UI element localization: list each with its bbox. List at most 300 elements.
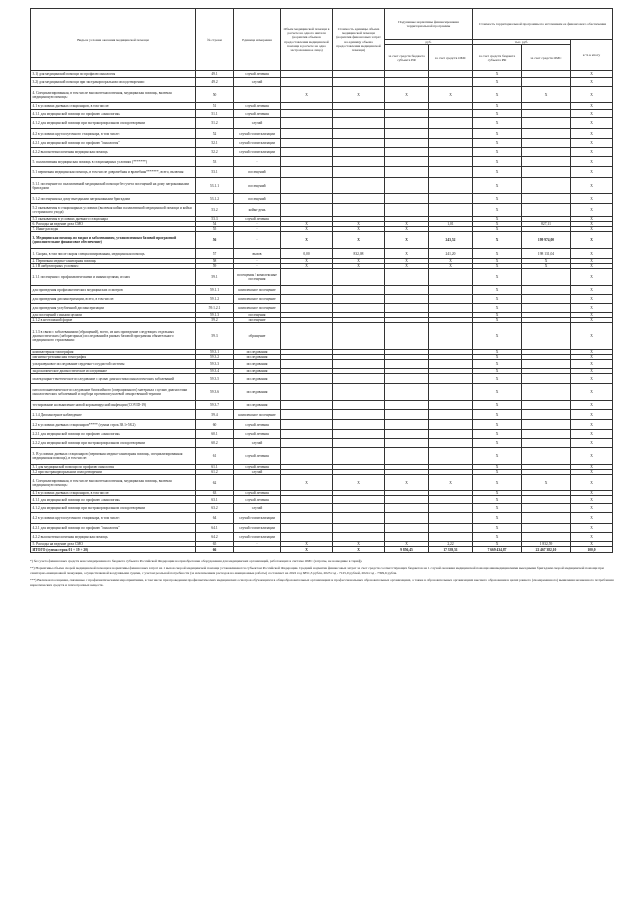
row-number: 53.1.2	[196, 194, 234, 204]
row-unit-cost	[333, 323, 385, 350]
row-total-budget: X	[473, 369, 522, 374]
row-number: 57	[196, 249, 234, 259]
row-unit-cost	[333, 374, 385, 384]
row-unit: случай лечения	[234, 465, 281, 470]
row-total-oms: X	[522, 259, 571, 264]
row-percent: X	[571, 350, 613, 355]
row-percent: X	[571, 318, 613, 323]
row-percent: X	[571, 178, 613, 194]
row-budget	[385, 304, 429, 313]
row-total-oms	[522, 148, 571, 157]
row-volume	[281, 496, 333, 504]
row-total-budget: X	[473, 420, 522, 430]
row-total-oms: 827,11	[522, 222, 571, 227]
row-name: 4.1.2 для медицинской помощи при экстракорпоральном оплодотворении	[31, 504, 196, 513]
row-oms	[429, 504, 473, 513]
row-percent: X	[571, 475, 613, 491]
row-budget	[385, 513, 429, 524]
row-total-budget: X	[473, 350, 522, 355]
row-percent: X	[571, 204, 613, 217]
row-unit: случай госпитализации	[234, 513, 281, 524]
header-row-number: № строки	[196, 9, 234, 71]
header-per-capita: Подушевые нормативы финансирования территориальной программы	[385, 9, 473, 40]
table-row	[31, 504, 613, 513]
table-body	[31, 71, 613, 553]
row-unit-cost	[333, 410, 385, 420]
row-unit: -	[234, 264, 281, 269]
row-volume: X	[281, 547, 333, 553]
row-volume	[281, 295, 333, 304]
row-name: 4.2 в условиях круглосуточного стационара, в том числе:	[31, 129, 196, 139]
row-oms	[429, 401, 473, 410]
row-name: 4.1.1 для медицинской помощи по профилю «онкология»	[31, 496, 196, 504]
row-budget	[385, 374, 429, 384]
footnote: *) без учета финансовых средств консолидированного бюджета субъекта Российской Федерации на приобретение оборудования для медицинских организаций, работающих в системе ОМС (затраты, не вошедшие в тариф).	[30, 559, 363, 563]
row-percent: X	[571, 194, 613, 204]
row-percent: X	[571, 470, 613, 475]
row-percent: X	[571, 217, 613, 222]
row-unit-cost	[333, 178, 385, 194]
row-unit-cost	[333, 533, 385, 542]
row-number: 59.3.7	[196, 401, 234, 410]
row-number: 65	[196, 542, 234, 547]
row-name: 2.1.1 посещения с профилактическими и иными целями, из них	[31, 269, 196, 286]
row-oms	[429, 524, 473, 533]
row-percent: X	[571, 401, 613, 410]
row-oms: X	[429, 264, 473, 269]
row-oms	[429, 110, 473, 118]
row-volume	[281, 384, 333, 401]
row-volume	[281, 118, 333, 129]
row-unit: случай	[234, 504, 281, 513]
row-oms	[429, 167, 473, 178]
row-number: 59.4	[196, 410, 234, 420]
row-unit-cost	[333, 269, 385, 286]
row-number: 53.1.1	[196, 178, 234, 194]
table-row	[31, 103, 613, 110]
row-total-budget: X	[473, 448, 522, 465]
header-unit: Единица измерения	[234, 9, 281, 71]
row-volume	[281, 286, 333, 295]
row-percent: X	[571, 249, 613, 259]
row-unit: койко-день	[234, 204, 281, 217]
row-oms	[429, 323, 473, 350]
row-volume: X	[281, 222, 333, 227]
row-unit-cost	[333, 448, 385, 465]
row-oms	[429, 496, 473, 504]
row-total-budget: X	[473, 465, 522, 470]
row-name: 3.1) для медицинской помощи по профилю онкология	[31, 71, 196, 78]
table-row	[31, 78, 613, 87]
table-row	[31, 430, 613, 439]
row-total-budget: X	[473, 355, 522, 360]
row-name: для посещений с иными целями	[31, 313, 196, 318]
row-unit-cost: 832,08	[333, 249, 385, 259]
row-volume	[281, 157, 333, 167]
table-row	[31, 139, 613, 148]
row-number: 53.1	[196, 167, 234, 178]
row-total-budget: X	[473, 470, 522, 475]
row-unit: посещения	[234, 313, 281, 318]
row-name: 4.2.1 для медицинской помощи по профилю "онкология"	[31, 139, 196, 148]
row-unit: комплексное посещение	[234, 286, 281, 295]
table-row	[31, 323, 613, 350]
row-volume	[281, 374, 333, 384]
row-name: 4.1.1 для медицинской помощи по профилю «онкология»	[31, 110, 196, 118]
table-row	[31, 360, 613, 369]
row-number: 59.3.4	[196, 369, 234, 374]
table-row	[31, 232, 613, 249]
row-total-budget: X	[473, 374, 522, 384]
row-budget	[385, 110, 429, 118]
table-row	[31, 204, 613, 217]
row-total-budget: X	[473, 157, 522, 167]
row-name: 4.2.1 для медицинской помощи по профилю "онкология"	[31, 524, 196, 533]
row-total-budget: X	[473, 129, 522, 139]
row-oms	[429, 178, 473, 194]
row-percent: X	[571, 103, 613, 110]
row-volume	[281, 401, 333, 410]
header-budget: за счет средств бюджета субъекта РФ	[385, 45, 429, 71]
row-number: 63.2	[196, 504, 234, 513]
row-volume	[281, 204, 333, 217]
row-budget: 9 856,45	[385, 547, 429, 553]
row-percent: X	[571, 78, 613, 87]
row-budget	[385, 496, 429, 504]
row-total-oms	[522, 410, 571, 420]
table-row	[31, 547, 613, 553]
row-total-oms	[522, 439, 571, 448]
table-row	[31, 475, 613, 491]
row-number: 59.1.2.1	[196, 304, 234, 313]
row-oms	[429, 269, 473, 286]
row-unit: случай госпитализации	[234, 129, 281, 139]
table-row	[31, 286, 613, 295]
row-oms	[429, 71, 473, 78]
row-budget	[385, 420, 429, 430]
row-total-budget: X	[473, 110, 522, 118]
row-volume	[281, 269, 333, 286]
row-percent: X	[571, 542, 613, 547]
row-total-budget: X	[473, 542, 522, 547]
row-number: 53.3	[196, 217, 234, 222]
row-number: 49.1	[196, 71, 234, 78]
row-unit: случай лечения	[234, 110, 281, 118]
row-budget	[385, 269, 429, 286]
row-unit: исследования	[234, 355, 281, 360]
row-number: 51.2	[196, 118, 234, 129]
row-unit: -	[234, 157, 281, 167]
row-total-budget: X	[473, 439, 522, 448]
row-name: магнитно-резонансная томография	[31, 355, 196, 360]
row-unit: -	[234, 232, 281, 249]
row-total-oms	[522, 384, 571, 401]
footnote: ***) Включая посещения, связанные с профилактическими мероприятиями, в том числе при проведении профилактических медицинских осмотров обучающихся в общеобразовательных организациях и профессиональных образовательных организациях, а также в образовательных организациях высшего образования в целях раннего (своевременного) выявления незаконного потребления наркотических средств и психотропных веществ.	[30, 578, 614, 587]
row-total-budget: X	[473, 313, 522, 318]
row-number: 59.1.3	[196, 313, 234, 318]
row-unit: случай госпитализации	[234, 139, 281, 148]
row-percent: X	[571, 524, 613, 533]
row-volume	[281, 360, 333, 369]
table-row	[31, 249, 613, 259]
row-unit-cost: X	[333, 227, 385, 232]
row-total-budget: X	[473, 249, 522, 259]
row-budget	[385, 401, 429, 410]
row-budget	[385, 71, 429, 78]
row-number: 59.3.3	[196, 360, 234, 369]
row-oms	[429, 103, 473, 110]
row-total-oms	[522, 524, 571, 533]
row-name: компьютерная томография	[31, 350, 196, 355]
table-row	[31, 513, 613, 524]
row-total-budget: X	[473, 491, 522, 496]
row-percent: X	[571, 118, 613, 129]
row-number: 60.1	[196, 430, 234, 439]
row-total-budget: X	[473, 148, 522, 157]
row-total-budget: X	[473, 259, 522, 264]
row-unit-cost	[333, 148, 385, 157]
row-name: 3.2 при экстракорпоральном оплодотворении	[31, 470, 196, 475]
table-row	[31, 295, 613, 304]
table-row	[31, 87, 613, 103]
header-total-budget: за счет средств бюджета субъекта РФ	[473, 45, 522, 71]
row-budget	[385, 139, 429, 148]
row-unit-cost: X	[333, 259, 385, 264]
header-volume: Объем медицинской помощи в расчете на одного жителя (норматив объемов предоставления медицинской помощи в расчете на одно застрахованное лицо)	[281, 9, 333, 71]
row-number: 50	[196, 87, 234, 103]
row-unit: случай лечения	[234, 71, 281, 78]
row-unit-cost	[333, 439, 385, 448]
row-budget: X	[385, 227, 429, 232]
table-row	[31, 118, 613, 129]
row-volume	[281, 139, 333, 148]
row-unit-cost	[333, 384, 385, 401]
row-oms	[429, 139, 473, 148]
row-oms: 241,20	[429, 249, 473, 259]
row-budget: X	[385, 232, 429, 249]
row-total-oms	[522, 504, 571, 513]
row-name: 4. Специализированная, в том числе высокотехнологичная, медицинская помощь, включая медицинскую помощь:	[31, 87, 196, 103]
row-total-oms	[522, 139, 571, 148]
row-percent: X	[571, 157, 613, 167]
row-number: 59	[196, 264, 234, 269]
row-oms	[429, 430, 473, 439]
row-volume	[281, 524, 333, 533]
row-budget	[385, 295, 429, 304]
row-percent: X	[571, 430, 613, 439]
row-total-budget: X	[473, 178, 522, 194]
header-per-capita-unit: руб.	[385, 40, 473, 45]
row-number: 59.3.6	[196, 384, 234, 401]
row-volume	[281, 410, 333, 420]
row-unit: случай госпитализации	[234, 533, 281, 542]
header-total-unit: тыс. руб.	[473, 40, 571, 45]
row-name: молекулярно-генетическое исследование с целью диагностики онкологических заболеваний	[31, 374, 196, 384]
row-name: 4.1.2 для медицинской помощи при экстракорпоральном оплодотворении	[31, 118, 196, 129]
table-row	[31, 439, 613, 448]
table-row	[31, 178, 613, 194]
row-unit: исследования	[234, 374, 281, 384]
row-percent: X	[571, 222, 613, 227]
row-name: 1. Скорая, в том числе скорая специализированная, медицинская помощь	[31, 249, 196, 259]
row-name: 5.3 оказываемая в условиях дневного стационара	[31, 217, 196, 222]
row-unit: вызов	[234, 249, 281, 259]
row-number: 53	[196, 157, 234, 167]
row-total-oms	[522, 178, 571, 194]
row-unit: исследования	[234, 369, 281, 374]
row-oms: X	[429, 475, 473, 491]
row-number: 55	[196, 227, 234, 232]
row-number: 54	[196, 222, 234, 227]
row-oms	[429, 410, 473, 420]
row-unit	[234, 475, 281, 491]
row-name: 3. В условиях дневных стационаров (первичная медико-санитарная помощь, специализированная медицинская помощь), в том числе:	[31, 448, 196, 465]
row-oms	[429, 194, 473, 204]
row-number: 59.3.2	[196, 355, 234, 360]
row-percent: X	[571, 491, 613, 496]
row-unit-cost	[333, 496, 385, 504]
row-total-budget: X	[473, 323, 522, 350]
row-name: 4.2.2 высокотехнологичная медицинская помощь	[31, 148, 196, 157]
row-percent: X	[571, 439, 613, 448]
row-total-budget: X	[473, 318, 522, 323]
row-unit-cost: X	[333, 87, 385, 103]
row-number: 64.2	[196, 533, 234, 542]
row-percent: X	[571, 504, 613, 513]
row-total-oms	[522, 78, 571, 87]
row-oms	[429, 439, 473, 448]
row-number: 63.1	[196, 496, 234, 504]
row-budget	[385, 410, 429, 420]
row-budget: X	[385, 264, 429, 269]
row-name: 2.2.2 для медицинской помощи при экстракорпоральном оплодотворении	[31, 439, 196, 448]
row-unit-cost	[333, 103, 385, 110]
row-budget	[385, 439, 429, 448]
row-budget	[385, 118, 429, 129]
row-unit-cost	[333, 167, 385, 178]
row-total-budget: X	[473, 118, 522, 129]
row-name: 2.2 в условиях дневных стационаров***** (сумма строк 38.1+58.2)	[31, 420, 196, 430]
row-total-budget: X	[473, 360, 522, 369]
row-unit: исследования	[234, 384, 281, 401]
row-unit: случай	[234, 439, 281, 448]
row-total-oms	[522, 269, 571, 286]
row-unit: случай лечения	[234, 496, 281, 504]
row-unit: случай лечения	[234, 103, 281, 110]
row-unit: случай	[234, 470, 281, 475]
row-total-budget: X	[473, 286, 522, 295]
row-percent: X	[571, 264, 613, 269]
row-number: 51	[196, 103, 234, 110]
row-name: 5. Расходы на ведение дела СМО	[31, 542, 196, 547]
row-total-budget: X	[473, 430, 522, 439]
row-name: ИТОГО (сумма строк 01 + 19 + 20)	[31, 547, 196, 553]
row-name: 2.2.1 для медицинской помощи по профилю «онкология»	[31, 430, 196, 439]
row-number: 64.1	[196, 524, 234, 533]
row-number: 59.1	[196, 269, 234, 286]
row-total-oms	[522, 295, 571, 304]
row-volume	[281, 103, 333, 110]
row-percent: X	[571, 384, 613, 401]
row-volume	[281, 504, 333, 513]
row-number: 66	[196, 547, 234, 553]
row-percent: X	[571, 232, 613, 249]
row-volume	[281, 129, 333, 139]
row-volume	[281, 110, 333, 118]
row-budget	[385, 430, 429, 439]
row-oms	[429, 148, 473, 157]
row-total-budget: X	[473, 533, 522, 542]
row-budget	[385, 533, 429, 542]
table-row	[31, 401, 613, 410]
row-percent: X	[571, 286, 613, 295]
row-unit: исследования	[234, 360, 281, 369]
row-total-oms	[522, 420, 571, 430]
row-total-budget: X	[473, 295, 522, 304]
row-percent: X	[571, 148, 613, 157]
header-total-oms: за счет средств ОМС	[522, 45, 571, 71]
row-volume	[281, 178, 333, 194]
row-unit: -	[234, 222, 281, 227]
row-percent: X	[571, 304, 613, 313]
row-volume	[281, 420, 333, 430]
row-oms: X	[429, 87, 473, 103]
row-volume	[281, 323, 333, 350]
row-oms	[429, 295, 473, 304]
row-budget	[385, 194, 429, 204]
row-total-oms	[522, 323, 571, 350]
row-percent: X	[571, 533, 613, 542]
table-row	[31, 374, 613, 384]
row-percent: X	[571, 87, 613, 103]
row-budget	[385, 129, 429, 139]
row-unit-cost: X	[333, 222, 385, 227]
table-row	[31, 148, 613, 157]
row-percent: X	[571, 259, 613, 264]
row-total-oms	[522, 110, 571, 118]
row-name: 7. Иные расходы	[31, 227, 196, 232]
row-name: 3. Медицинская помощь по видам и заболеваниям, установленным базовой программой (дополнительное финансовое обеспечение)	[31, 232, 196, 249]
row-total-budget: X	[473, 194, 522, 204]
row-volume: 0,00	[281, 249, 333, 259]
row-total-budget: X	[473, 139, 522, 148]
row-unit: комплексное посещение	[234, 304, 281, 313]
row-total-oms	[522, 430, 571, 439]
row-total-budget: X	[473, 103, 522, 110]
row-budget	[385, 167, 429, 178]
row-name: 5.1.2 посещения на дому выездными патронажными бригадами	[31, 194, 196, 204]
row-name: 4.2.2 высокотехнологичная медицинская помощь	[31, 533, 196, 542]
row-unit-cost: X	[333, 264, 385, 269]
row-oms	[429, 118, 473, 129]
row-total-oms: 1 832,59	[522, 542, 571, 547]
row-number: 59.3	[196, 323, 234, 350]
program-cost-table	[30, 8, 613, 553]
row-volume: X	[281, 232, 333, 249]
row-unit-cost	[333, 513, 385, 524]
row-unit-cost	[333, 286, 385, 295]
row-total-oms	[522, 401, 571, 410]
row-unit-cost	[333, 524, 385, 533]
row-oms	[429, 448, 473, 465]
row-unit: случай госпитализации	[234, 524, 281, 533]
row-total-budget: X	[473, 217, 522, 222]
row-name: для проведения диспансеризации, всего, в том числе:	[31, 295, 196, 304]
row-budget: X	[385, 87, 429, 103]
row-unit: посещений	[234, 194, 281, 204]
row-budget: X	[385, 475, 429, 491]
row-budget	[385, 103, 429, 110]
